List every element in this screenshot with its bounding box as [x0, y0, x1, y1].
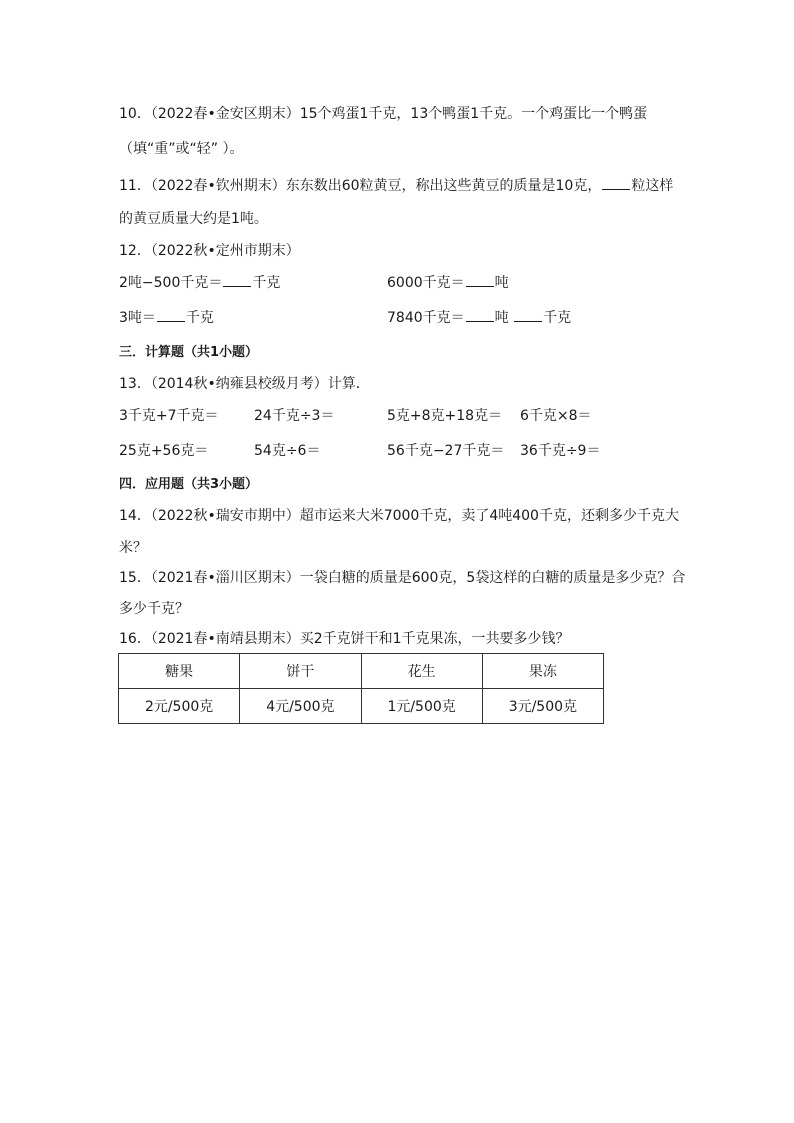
section-3-heading: 三．计算题（共1小题） — [119, 345, 259, 360]
table-header-cell: 果冻 — [482, 654, 603, 689]
q10-line1: 10．（2022春•金安区期末）15个鸡蛋1千克，13个鸭蛋1千克。一个鸡蛋比一个鸭蛋 — [119, 106, 648, 122]
q13-expr: 54克÷6＝ — [254, 443, 321, 459]
table-header-cell: 花生 — [361, 654, 482, 689]
q14-line1: 14．（2022秋•瑞安市期中）超市运来大米7000千克，卖了4吨400千克，还剩多少千克大 — [119, 508, 679, 524]
answer-blank[interactable] — [466, 309, 494, 322]
q15-line1: 15．（2021春•淄川区期末）一袋白糖的质量是600克，5袋这样的白糖的质量是多少克？合 — [119, 570, 686, 586]
q12-item-1-pre: 2吨−500千克＝ — [119, 275, 223, 291]
table-header-row — [119, 654, 604, 689]
q12-title: 12．（2022秋•定州市期末） — [119, 243, 300, 259]
q12-item-2 — [387, 272, 509, 292]
q11-line2: 的黄豆质量大约是1吨。 — [119, 211, 268, 227]
table-row — [119, 689, 604, 724]
table-cell: 2元/500克 — [119, 689, 240, 724]
q13-expr: 24千克÷3＝ — [254, 408, 335, 424]
q12-item-1-post: 千克 — [252, 275, 281, 291]
q13-title: 13．（2014秋•纳雍县校级月考）计算． — [119, 376, 370, 392]
section-4-heading: 四．应用题（共3小题） — [119, 477, 259, 492]
q16-line1: 16．（2021春•南靖县期末）买2千克饼干和1千克果冻，一共要多少钱？ — [119, 631, 570, 647]
answer-blank[interactable] — [514, 309, 542, 322]
q13-expr: 3千克+7千克＝ — [119, 408, 219, 424]
q13-expr: 25克+56克＝ — [119, 443, 209, 459]
q13-expr: 56千克−27千克＝ — [387, 443, 505, 459]
q12-item-2-pre: 6000千克＝ — [387, 275, 465, 291]
q12-item-1 — [119, 272, 280, 292]
q12-item-4 — [387, 307, 571, 327]
table-cell: 1元/500克 — [361, 689, 482, 724]
table-header-cell: 糖果 — [119, 654, 240, 689]
q14-line2: 米？ — [119, 540, 147, 556]
answer-blank[interactable] — [157, 309, 185, 322]
answer-blank[interactable] — [602, 177, 630, 190]
q12-item-4-mid: 吨 — [494, 310, 509, 326]
q10-line2: （填“重”或“轻” ）。 — [119, 141, 244, 157]
q11-text-b: 粒这样 — [631, 178, 674, 194]
price-table — [118, 653, 604, 724]
table-header-cell: 饼干 — [240, 654, 361, 689]
q12-item-4-post: 千克 — [543, 310, 572, 326]
answer-blank[interactable] — [466, 274, 494, 287]
q12-item-2-post: 吨 — [494, 275, 509, 291]
q11-text-a: 11．（2022春•钦州期末）东东数出60粒黄豆，称出这些黄豆的质量是10克， — [119, 178, 602, 194]
answer-blank[interactable] — [223, 274, 251, 287]
q11-line1 — [119, 175, 673, 195]
q15-line2: 多少千克？ — [119, 601, 189, 617]
q13-expr: 5克+8克+18克＝ — [387, 408, 503, 424]
q12-item-3-pre: 3吨＝ — [119, 310, 156, 326]
table-cell: 3元/500克 — [482, 689, 603, 724]
table-cell: 4元/500克 — [240, 689, 361, 724]
q12-item-3-post: 千克 — [185, 310, 214, 326]
q13-expr: 36千克÷9＝ — [520, 443, 601, 459]
q12-item-3 — [119, 307, 214, 327]
q13-expr: 6千克×8＝ — [520, 408, 592, 424]
q12-item-4-pre: 7840千克＝ — [387, 310, 465, 326]
